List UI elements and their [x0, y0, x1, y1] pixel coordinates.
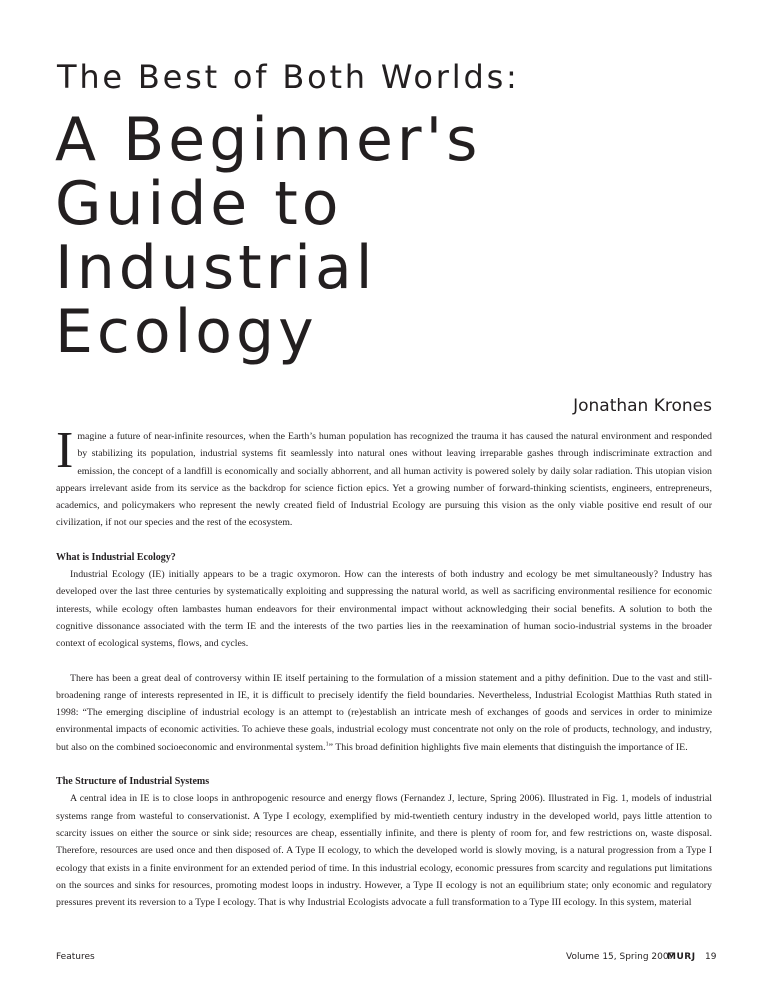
article-author: Jonathan Krones	[573, 396, 712, 416]
body-paragraph: A central idea in IE is to close loops in anthropogenic resource and energy flows (Fernandez J, lecture, Spring 2006). Illustrated in Fig. 1, models of industrial systems range from wasteful to conservationist. A Type I ecology, exemplified by mid-twentieth century industry in the developed world, pays little attention to scarcity issues on either the source or sink side; resources are cheap, essentially infinite, and there is plenty of room for, and few restrictions on, waste disposal. Therefore, resources are used once and then disposed of. A Type II ecology, to which the developed world is slowly moving, is a natural progression from a Type I ecology that exists in a finite environment for an extended period of time. In this industrial ecology, economic pressures from scarcity and regulations put limitations on the sources and sinks for resources, promoting modest loops in industry. However, a Type II ecology is not an equilibrium state; only economic and regulatory pressures prevent its reversion to a Type I ecology. That is why Industrial Ecologists advocate a full transformation to a Type III ecology. In this system, material	[56, 793, 712, 909]
title-line: Ecology	[55, 297, 318, 367]
title-line: Guide to	[55, 169, 343, 239]
article-title	[55, 105, 695, 367]
article-kicker: The Best of Both Worlds:	[57, 58, 520, 96]
drop-cap: I	[56, 422, 74, 479]
intro-paragraph	[56, 422, 712, 532]
page-number: 19	[705, 952, 717, 962]
body-paragraph	[56, 670, 712, 756]
body-paragraph: Industrial Ecology (IE) initially appears to be a tragic oxymoron. How can the interests of both industry and ecology be met simultaneously? Industry has developed over the last three centuries by systematically exploiting and suppressing the natural world, as well as sacrificing environmental resilience for economic interests, while ecology often lambastes human endeavors for their environmental impact without acknowledging their social benefits. A solution to both the cognitive dissonance associated with the term IE and the interests of the two parties lies in the reexamination of human socio-industrial systems in the broader context of ecological systems, flows, and cycles.	[56, 569, 712, 650]
section-heading: The Structure of Industrial Systems	[56, 776, 210, 788]
footer-journal: MURJ	[667, 952, 696, 962]
intro-text: magine a future of near-infinite resources, when the Earth’s human population has recognized the trauma it has caused the natural environment and responded by stabilizing its population, industrial systems fit seamlessly into natural ones without leaving irreparable gashes through indiscriminate extraction and emission, the concept of a landfill is economically and socially abhorrent, and all human activity is powered solely by daily solar radiation. This utopian vision appears irrelevant aside from its service as the backdrop for science fiction epics. Yet a growing number of forward-thinking scientists, engineers, entrepreneurs, academics, and policymakers who represent the newly created field of Industrial Ecology are pursuing this vision as the only viable positive end result of our civilization, if not our species and the rest of the ecosystem.	[56, 431, 712, 529]
article-body	[56, 422, 712, 911]
footer-section-label: Features	[56, 952, 95, 962]
title-line: A Beginner's	[55, 105, 482, 175]
paragraph-text: ” This broad definition highlights five main elements that distinguish the importance of IE.	[328, 741, 688, 753]
footer-volume: Volume 15, Spring 2007	[566, 952, 675, 962]
section-heading: What is Industrial Ecology?	[56, 551, 176, 563]
footnote-marker: 1	[325, 741, 329, 748]
paragraph-text: There has been a great deal of controversy within IE itself pertaining to the formulation of a mission statement and a pithy definition. Due to the vast and still-broadening range of interests represented in IE, it is difficult to precisely identify the field boundaries. Nevertheless, Industrial Ecologist Matthias Ruth stated in 1998: “The emerging discipline of industrial ecology is an attempt to (re)establish an intricate mesh of exchanges of goods and services in order to minimize environmental impacts of economic activities. To achieve these goals, industrial ecology must concentrate not only on the role of products, technology, and industry, but also on the combined socioeconomic and environmental system.	[56, 672, 712, 753]
title-line: Industrial	[55, 233, 377, 303]
